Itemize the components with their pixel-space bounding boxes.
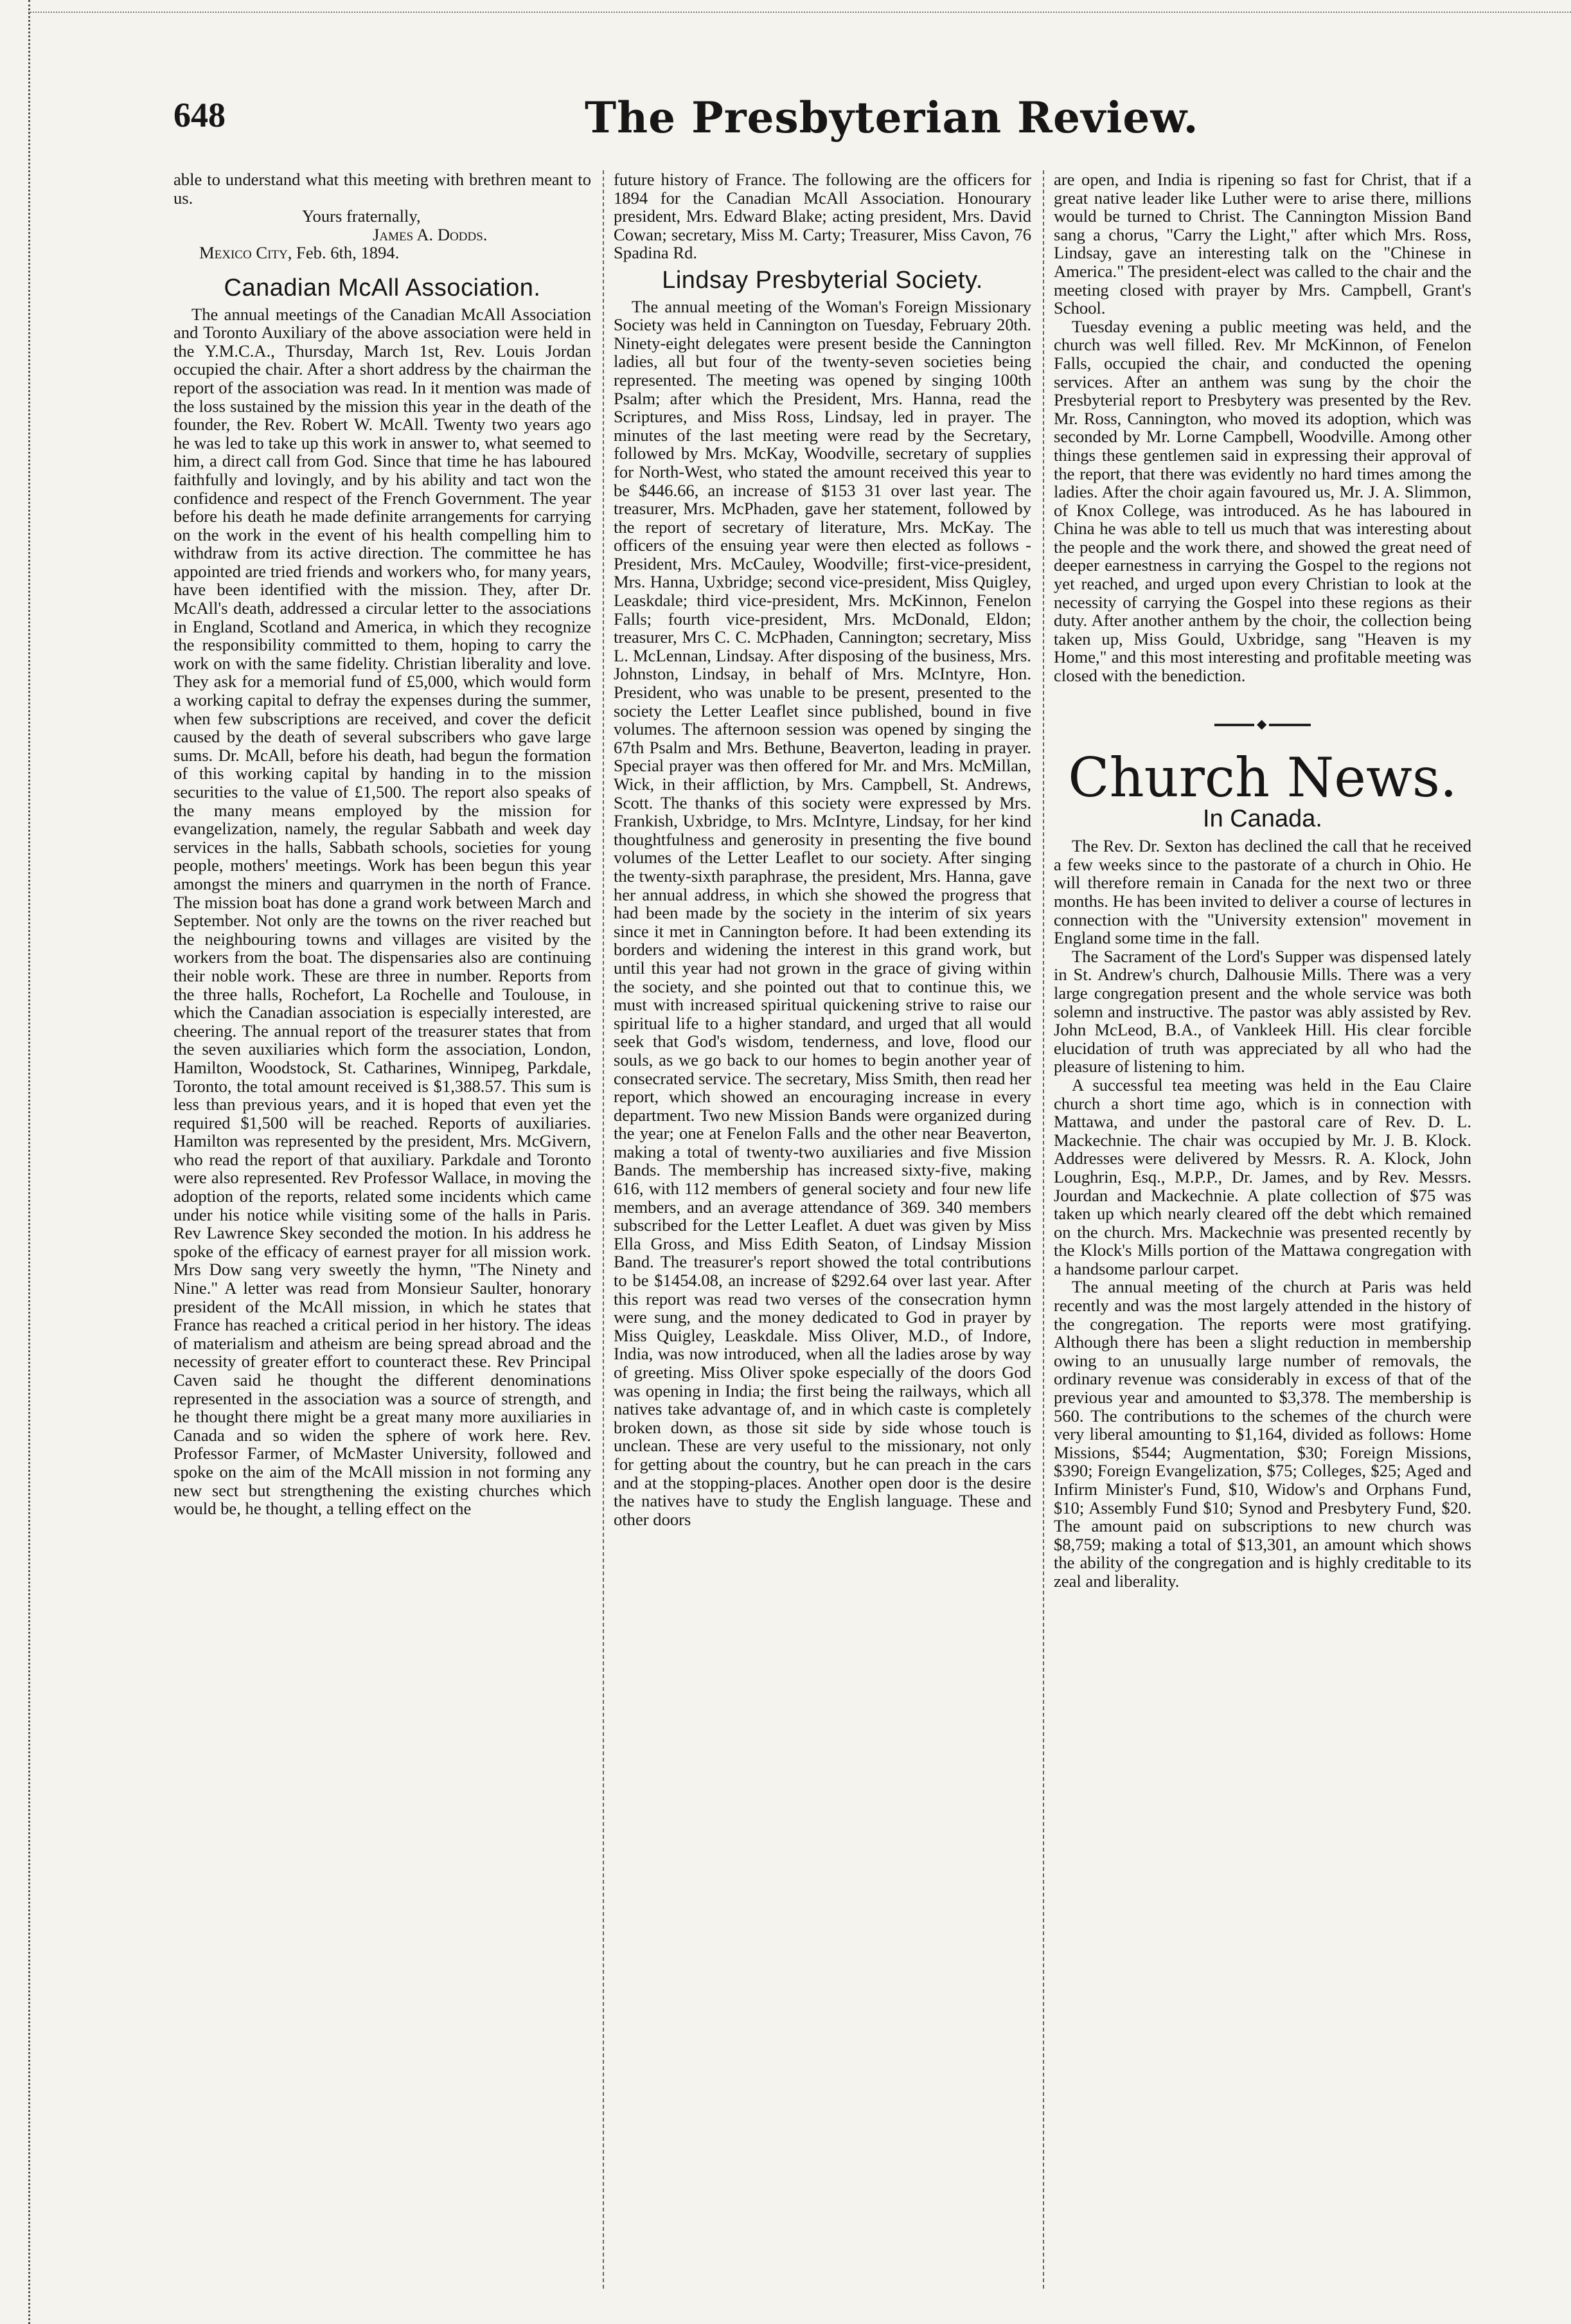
news-item: The Sacrament of the Lord's Supper was dispensed lately in St. Andrew's church, Dalhousie Mills. There was a very large congregation present and the whole service was both solemn and instructive. The pastor was ably assisted by Rev. John McLeod, B.A., of Vankleek Hill. His clear forcible elucidation of truth was appreciated by all who had the pleasure of listening to him. [1054,946,1471,1077]
letter-valediction: Yours fraternally, [302,206,421,226]
news-item: A successful tea meeting was held in the Eau Claire church a short time ago, which is in connection with Mattawa, and under the pastoral care of Rev. D. L. Mackechnie. The chair was occupied by Mr. J. B. Klock. Addresses were delivered by Messrs. R. A. Klock, John Loughrin, Esq., M.P.P., Dr. James, and by Rev. Messrs. Jourdan and Mackechnie. A plate collection of $75 was taken up which nearly cleared off the debt which remained on the church. Mrs. Mackechnie was presented recently by the Klock's Mills portion of the Mattawa congregation with a handsome parlour carpet. [1054,1075,1471,1278]
page-header [173,95,1381,147]
article-continuation-evening: Tuesday evening a public meeting was held, and the church was well filled. Rev. Mr McKinnon, of Fenelon Falls, occupied the chair, and conducted the opening services. After an anthem was sung by the choir the Presbyterial report to Presbytery was presented by the Rev. Mr. Ross, Cannington, who moved its adoption, which was seconded by Mr. Lorne Campbell, Woodville. Among other things these gentlemen said in expressing their approval of the report, that there was evidently no hard times among the ladies. After the choir again favoured us, Mr. J. A. Slimmon, of Knox College, was introduced. As he has laboured in China he was able to tell us much that was interesting about the people and the work there, and showed the great need of deeper earnestness in carrying the Gospel to the regions not yet reached, and urged upon every Christian to look at the necessity of carrying the Gospel into these regions as their duty. After another anthem by the choir, the collection being taken up, Miss Gould, Uxbridge, sang "Heaven is my Home," and this most interesting and profitable meeting was closed with the benediction. [1054,316,1471,686]
column-rule [603,170,604,2291]
letter-dateline [173,244,591,262]
column-3 [1054,170,1471,2291]
news-item: The Rev. Dr. Sexton has declined the call that he received a few weeks since to the pastorate of a church in Ohio. He will therefore remain in Canada for the next two or three months. He has been invited to deliver a course of lectures in connection with the "University extension" movement in England some time in the fall. [1054,836,1471,948]
news-item: The annual meeting of the church at Paris was held recently and was the most largely attended in the history of the congregation. The reports were most gratifying. Although there has been a slight reduction in membership owing to an unusually large number of removals, the ordinary revenue was considerably in excess of that of the previous year and amounted to $3,378. The membership is 560. The contributions to the schemes of the church were very liberal amounting to $1,164, divided as follows: Home Missions, $544; Augmentation, $30; Foreign Missions, $390; Foreign Evangelization, $75; Colleges, $25; Aged and Infirm Minister's Fund, $10, Widow's and Orphans Fund, $10; Assembly Fund $10; Synod and Presbytery Fund, $20. The amount paid on subscriptions to new church was $8,759; making a total of $13,301, an amount which shows the ability of the congregation and is highly creditable to its zeal and liberality. [1054,1277,1471,1591]
section-divider [1214,724,1311,726]
column-2 [614,170,1031,2291]
article-continuation-mcall: future history of France. The following are the officers for 1894 for the Canadian McAll Association. Honourary president, Mrs. Edward Blake; acting president, Mrs. David Cowan; secretary, Miss M. Carty; Treasurer, Miss Cavon, 76 Spadina Rd. [614,170,1031,263]
paper-title: The Presbyterian Review. [585,93,1199,143]
page-number: 648 [173,96,226,134]
dateline-city: Mexico City, [199,243,292,263]
page-edge-top [28,0,1571,13]
subsection-title-in-canada: In Canada. [1203,805,1322,832]
article-title-lindsay: Lindsay Presbyterial Society. [662,266,983,294]
article-continuation-lindsay: are open, and India is ripening so fast for Christ, that if a great native leader like Luther were to arise there, millions would be turned to Christ. The Cannington Mission Band sang a chorus, "Carry the Light," after which Mrs. Ross, Lindsay, gave an interesting talk on the "Chinese in America." The president-elect was called to the chair and the meeting closed with prayer by Mrs. Campbell, Grant's School. [1054,170,1471,318]
letter-closing-text: able to understand what this meeting with brethren meant to us. [173,170,591,208]
column-1 [173,170,591,2291]
dateline-date: Feb. 6th, 1894. [296,243,400,263]
section-title-church-news: Church News. [1068,746,1457,809]
page-edge-left [0,0,30,2324]
letter-signature: James A. Dodds. [373,224,488,244]
column-rule [1043,170,1044,2291]
article-body-mcall: The annual meetings of the Canadian McAll Association and Toronto Auxiliary of the above association were held in the Y.M.C.A., Thursday, March 1st, Rev. Louis Jordan occupied the chair. After a short address by the chairman the report of the association was read. In it mention was made of the loss sustained by the mission this year in the death of the founder, the Rev. Robert W. McAll. Twenty two years ago he was led to take up this work in answer to, what seemed to him, a direct call from God. Since that time he has laboured faithfully and lovingly, and by his ability and tact won the confidence and respect of the French Government. The year before his death he made definite arrangements for carrying on the work in the event of his health compelling him to withdraw from its active direction. The committee he has appointed are tried friends and workers who, for many years, have been identified with the mission. They, after Dr. McAll's death, addressed a circular letter to the associations in England, Scotland and America, in which they recognize the responsibility committed to them, hoping to carry the work on with the same fidelity. Christian liberality and love. They ask for a memorial fund of £5,000, which would form a working capital to defray the expenses during the summer, when few subscriptions are received, and cover the deficit caused by the death of several subscribers who gave large sums. Dr. McAll, before his death, had begun the formation of this working capital by handing in to the mission securities to the value of £1,500. The report also speaks of the many means employed by the mission for evangelization, namely, the regular Sabbath and week day services in the halls, Sabbath schools, societies for young people, mothers' meetings. Work has been begun this year amongst the miners and quarrymen in the north of France. The mission boat has done a grand work between March and September. Not only are the towns on the river reached but the neighbouring towns and villages are visited by the workers from the boat. The dispensaries also are continuing their noble work. These are three in number. Reports from the three halls, Rochefort, La Rochelle and Toulouse, in which the Canadian association is especially interested, are cheering. The annual report of the treasurer states that from the seven auxiliaries which form the association, London, Hamilton, Woodstock, St. Catharines, Winnipeg, Parkdale, Toronto, the total amount received is $1,388.57. This sum is less than previous years, and it is hoped that even yet the required $1,500 will be reached. Reports of auxiliaries. Hamilton was represented by the president, Mrs. McGivern, who read the report of that auxiliary. Parkdale and Toronto were also represented. Rev Professor Wallace, in moving the adoption of the reports, related some incidents which came under his notice while visiting some of the halls in Paris. Rev Lawrence Skey seconded the motion. In his address he spoke of the efficacy of earnest prayer for all mission work. Mrs Dow sang very sweetly the hymn, "The Ninety and Nine." A letter was read from Monsieur Saulter, honorary president of the McAll mission, in which he states that France has reached a critical period in her history. The ideas of materialism and atheism are being spread abroad and the necessity of greater effort to counteract these. Rev Principal Caven said he thought the different denominations represented in the association was a source of strength, and he thought there might be a great many more auxiliaries in Canada and so widen the sphere of work here. Rev. Professor Farmer, of McMaster University, followed and spoke on the aim of the McAll mission in not forming any new sect but strengthening the existing churches which would be, he thought, a telling effect on the [173,304,591,1519]
article-title-mcall: Canadian McAll Association. [224,274,541,301]
article-body-lindsay: The annual meeting of the Woman's Foreign Missionary Society was held in Cannington on Tuesday, February 20th. Ninety-eight delegates were present beside the Cannington ladies, all but four of the twenty-seven societies being represented. The meeting was opened by singing 100th Psalm; after which the President, Mrs. Hanna, read the Scriptures, and Miss Ross, Lindsay, led in prayer. The minutes of the last meeting were read by the Secretary, followed by Mrs. McKay, Woodville, secretary of supplies for North-West, who stated the amount received this year to be $446.66, an increase of $153 31 over last year. The treasurer, Mrs. McPhaden, gave her statement, followed by the report of secretary of literature, Mrs. McKay. The officers of the ensuing year were then elected as follows - President, Mrs. McCauley, Woodville; first-vice-president, Mrs. Hanna, Uxbridge; second vice-president, Miss Quigley, Leaskdale; third vice-president, Mrs. McKinnon, Fenelon Falls; fourth vice-president, Mrs. McDonald, Eldon; treasurer, Mrs C. C. McPhaden, Cannington; secretary, Miss L. McLennan, Lindsay. After disposing of the business, Mrs. Johnston, Lindsay, in behalf of Mrs. McIntyre, Hon. President, who was unable to be present, presented to the society the Letter Leaflet since published, bound in five volumes. The afternoon session was opened by singing the 67th Psalm and Mrs. Bethune, Beaverton, leading in prayer. Special prayer was then offered for Mr. and Mrs. McMillan, Wick, in their affliction, by Mrs. Campbell, St. Andrews, Scott. The thanks of this society were expressed by Mrs. Frankish, Uxbridge, to Mrs. McIntyre, Lindsay, for her kind thoughtfulness and generosity in presenting the five bound volumes of the Letter Leaflet to our society. After singing the twenty-sixth paraphrase, the president, Mrs. Hanna, gave her annual address, in which she showed the progress that had been made by the society in the interim of six years since it met in Cannington before. It had been extending its borders and widening the interest in this grand work, but until this year had not grown in the grace of giving within the society, and she pointed out that to continue this, we must with increased spiritual quickening strive to raise our spiritual life to a higher standard, and urged that all would seek that God's wisdom, tenderness, and love, flood our souls, as we go back to our homes to begin another year of consecrated service. The secretary, Miss Smith, then read her report, which showed an encouraging increase in every department. Two new Mission Bands were organized during the year; one at Fenelon Falls and the other near Beaverton, making a total of twenty-two auxiliaries and five Mission Bands. The membership has increased sixty-five, making 616, with 112 members of general society and four new life members, and an average attendance of 369. 340 members subscribed for the Letter Leaflet. A duet was given by Miss Ella Gross, and Miss Edith Seaton, of Lindsay Mission Band. The treasurer's report showed the total contributions to be $1454.08, an increase of $292.64 over last year. After this report was read two verses of the consecration hymn were sung, and the money dedicated to God in prayer by Miss Quigley, Leaskdale. Miss Oliver, M.D., of Indore, India, was now introduced, when all the ladies arose by way of greeting. Miss Oliver spoke especially of the doors God was opening in India; the first being the railways, which all natives take advantage of, and in which caste is completely broken down, as those sit side by side whose touch is unclean. These are very useful to the missionary, not only for getting about the country, but he can preach in the cars and at the stopping-places. Another open door is the desire the natives have to study the English language. These and other doors [614,296,1031,1529]
